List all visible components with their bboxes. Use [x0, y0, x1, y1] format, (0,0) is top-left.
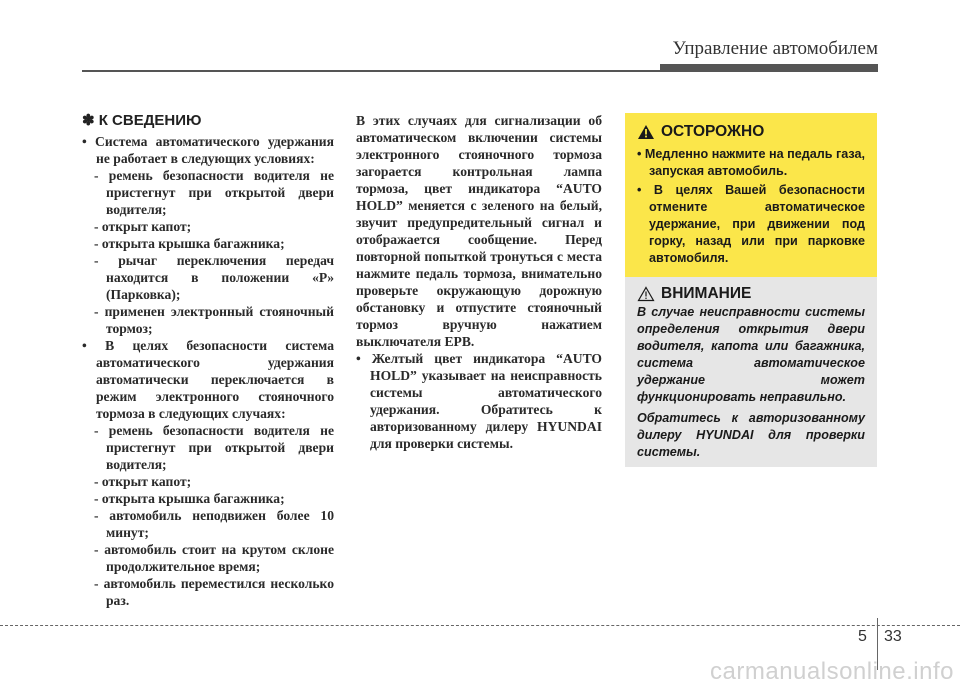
list-item: - открыт капот;	[94, 219, 192, 234]
notice-title: ВНИМАНИЕ	[661, 285, 752, 302]
list-item: - ремень безопасности водителя не пристегнут при открытой двери водителя;	[94, 423, 334, 472]
list-item: - открыта крышка багажника;	[94, 491, 285, 506]
list-item: - открыта крышка багажника;	[94, 236, 285, 251]
list-item: - рычаг переключения передач находится в положении «P» (Парковка);	[94, 253, 334, 302]
chapter-number: 5	[858, 628, 867, 645]
text-column	[356, 112, 602, 452]
list-item: - применен электронный стояночный тормоз;	[94, 304, 334, 336]
list-item: • Желтый цвет индикатора “AUTO HOLD” указывает на неисправность системы автоматического удержания. Обратитесь к авторизованному дилеру HYUNDAI для проверки системы.	[356, 351, 602, 451]
list-item: • В целях безопасности система автоматического удержания автоматически переключается в режим электронного стояночного тормоза в следующих случаях:	[82, 338, 334, 421]
caution-item: • В целях Вашей безопасности отмените автоматическое удержание, при движении под горку, назад или при парковке автомобиля.	[637, 183, 865, 265]
list-item: - автомобиль переместился несколько раз.	[94, 576, 334, 608]
list-item: - автомобиль стоит на крутом склоне продолжительное время;	[94, 542, 334, 574]
notice-paragraph: В случае неисправности системы определения открытия двери водителя, капота или багажника, система автоматическое удержание может функционировать неправильно.	[637, 305, 865, 404]
caution-item: • Медленно нажмите на педаль газа, запуская автомобиль.	[637, 147, 865, 178]
warning-triangle-icon	[637, 124, 655, 140]
info-title: ✽ К СВЕДЕНИЮ	[82, 112, 202, 129]
list-item: - автомобиль неподвижен более 10 минут;	[94, 508, 334, 540]
header-rule	[82, 70, 878, 72]
list-item: - ремень безопасности водителя не пристегнут при открытой двери водителя;	[94, 168, 334, 217]
notice-header	[637, 285, 865, 302]
notice-box	[625, 277, 877, 467]
paragraph: В этих случаях для сигнализации об автоматическом включении системы электронного стояночного тормоза загорается контрольная лампа тормоза, цвет индикатора “AUTO HOLD” меняется с зеленого на белый, звучит предупредительный сигнал и отображается сообщение. Перед повторной попыткой тронуться с места нажмите педаль тормоза, внимательно проверьте окружающую дорожную обстановку и отпустите стояночный тормоз вручную нажатием выключателя EPB.	[356, 113, 602, 349]
page-number: 33	[884, 628, 902, 645]
notice-paragraph: Обратитесь к авторизованному дилеру HYUNDAI для проверки системы.	[637, 411, 865, 459]
footer-rule	[0, 625, 960, 626]
info-column	[82, 112, 334, 609]
list-item: - открыт капот;	[94, 474, 192, 489]
caution-box	[625, 113, 877, 283]
watermark: carmanualsonline.info	[710, 658, 954, 685]
caution-title: ОСТОРОЖНО	[661, 123, 765, 140]
warning-outline-icon	[637, 286, 655, 302]
caution-header	[637, 123, 865, 140]
list-item: • Система автоматического удержания не работает в следующих условиях:	[82, 134, 334, 166]
section-title: Управление автомобилем	[672, 38, 878, 59]
